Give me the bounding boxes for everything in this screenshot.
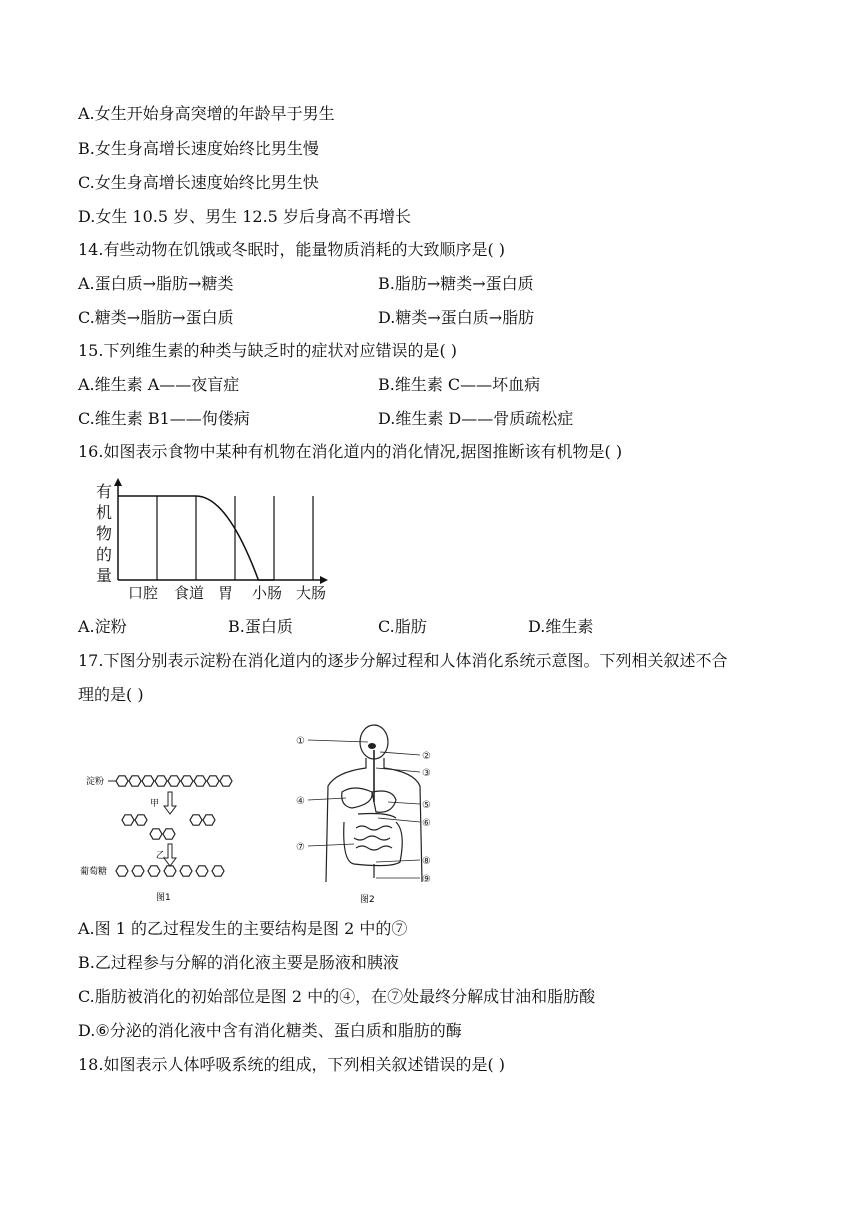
- q13-option-b: B.女生身高增长速度始终比男生慢: [78, 139, 319, 158]
- q17-option-a: A.图 1 的乙过程发生的主要结构是图 2 中的⑦: [78, 919, 408, 938]
- chart-xtick-label: 食道: [174, 584, 205, 602]
- liver: [342, 788, 372, 808]
- fig1-caption: 图1: [156, 893, 171, 903]
- fig1-jia-label: 甲: [150, 799, 160, 809]
- q17-option-b: B.乙过程参与分解的消化液主要是肠液和胰液: [78, 953, 399, 972]
- fig1-arrow-jia: [150, 792, 176, 814]
- fig2-label-4: ④: [296, 796, 305, 807]
- fig2-label-6: ⑥: [422, 818, 431, 829]
- small-intestine: [354, 826, 392, 850]
- fig1-maltose-group: [122, 815, 215, 839]
- q17-figure1-starch-breakdown: [78, 762, 248, 908]
- chart-ylabel-char: 有: [96, 482, 113, 501]
- fig2-label-1: ①: [296, 736, 305, 747]
- q16-digestion-chart: [92, 476, 342, 606]
- q17-stem-line2: 理的是( ): [78, 685, 144, 704]
- q17-figure2-digestive-system: [292, 722, 442, 908]
- fig2-caption: 图2: [360, 895, 375, 905]
- fig1-glucose-label: 葡萄糖: [80, 867, 108, 877]
- fig1-starch-label: 淀粉: [86, 777, 105, 787]
- fig1-yi-label: 乙: [156, 851, 166, 861]
- chart-ylabel-char: 的: [96, 545, 113, 564]
- q14-option-c: C.糖类→脂肪→蛋白质: [78, 308, 234, 327]
- fig2-label-9: ⑨: [422, 874, 431, 885]
- q14-stem: 14.有些动物在饥饿或冬眠时，能量物质消耗的大致顺序是( ): [78, 240, 506, 259]
- chart-xtick-label: 小肠: [252, 584, 283, 602]
- fig2-label-2: ②: [422, 751, 431, 762]
- q15-option-a: A.维生素 A——夜盲症: [78, 375, 240, 394]
- chart-ylabel: [96, 482, 112, 585]
- body-left-outline: [326, 758, 366, 882]
- q18-stem: 18.如图表示人体呼吸系统的组成，下列相关叙述错误的是( ): [78, 1055, 506, 1074]
- chart-ylabel-char: 机: [96, 503, 113, 522]
- q15-option-b: B.维生素 C——坏血病: [378, 375, 541, 394]
- q13-option-c: C.女生身高增长速度始终比男生快: [78, 173, 319, 192]
- fig2-label-3: ③: [422, 768, 431, 779]
- q17-option-c: C.脂肪被消化的初始部位是图 2 中的④，在⑦处最终分解成甘油和脂肪酸: [78, 987, 596, 1006]
- q14-option-d: D.糖类→蛋白质→脂肪: [378, 308, 535, 327]
- fig2-label-7: ⑦: [296, 842, 305, 853]
- fig1-arrow-yi: [156, 844, 176, 866]
- q16-stem: 16.如图表示食物中某种有机物在消化道内的消化情况,据图推断该有机物是( ): [78, 442, 623, 461]
- fig2-label-8: ⑧: [422, 856, 431, 867]
- chart-xtick-label: 胃: [218, 584, 234, 602]
- mouth-dot: [368, 743, 376, 749]
- chart-ylabel-char: 物: [96, 524, 113, 543]
- pancreas: [358, 814, 396, 819]
- q16-option-b: B.蛋白质: [228, 617, 293, 636]
- fig1-glucose-units: [116, 866, 224, 876]
- stomach: [372, 791, 396, 812]
- q15-stem: 15.下列维生素的种类与缺乏时的症状对应错误的是( ): [78, 341, 458, 360]
- q14-option-b: B.脂肪→糖类→蛋白质: [378, 274, 534, 293]
- chart-ylabel-char: 量: [96, 566, 113, 585]
- q17-stem-line1: 17.下图分别表示淀粉在消化道内的逐步分解过程和人体消化系统示意图。下列相关叙述不合: [78, 651, 728, 670]
- fig1-starch-chain: [116, 776, 232, 786]
- q17-option-d: D.⑥分泌的消化液中含有消化糖类、蛋白质和脂肪的酶: [78, 1021, 462, 1040]
- q13-option-d: D.女生 10.5 岁、男生 12.5 岁后身高不再增长: [78, 207, 411, 226]
- chart-xtick-label: 口腔: [128, 584, 159, 602]
- q16-option-a: A.淀粉: [78, 617, 127, 636]
- q15-option-d: D.维生素 D——骨质疏松症: [378, 409, 574, 428]
- q16-option-d: D.维生素: [528, 617, 594, 636]
- chart-xtick-label: 大肠: [296, 584, 327, 602]
- q14-option-a: A.蛋白质→脂肪→糖类: [78, 274, 234, 293]
- fig2-label-5: ⑤: [422, 800, 431, 811]
- q13-option-a: A.女生开始身高突增的年龄早于男生: [78, 104, 335, 123]
- q16-option-c: C.脂肪: [378, 617, 427, 636]
- q15-option-c: C.维生素 B1——佝偻病: [78, 409, 250, 428]
